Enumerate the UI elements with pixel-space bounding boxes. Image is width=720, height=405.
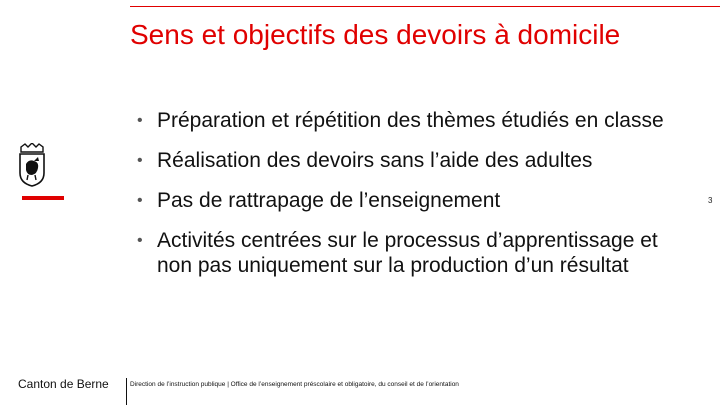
list-item (137, 148, 697, 173)
footer-org: Canton de Berne (18, 377, 109, 391)
list-item (137, 108, 697, 133)
bullet-marker: • (137, 192, 143, 209)
list-item (137, 188, 697, 213)
bullet-text: Activités centrées sur le processus d’apprentissage et non pas uniquement sur la production d’un résultat (157, 229, 658, 277)
bern-coat-of-arms-icon (18, 143, 46, 187)
slide-title: Sens et objectifs des devoirs à domicile (130, 19, 621, 50)
bullet-marker: • (137, 232, 143, 249)
footer-separator (126, 378, 127, 405)
bullet-marker: • (137, 152, 143, 169)
bullet-marker: • (137, 112, 143, 129)
header-rule (130, 6, 720, 7)
bullet-text: Réalisation des devoirs sans l’aide des adultes (157, 149, 593, 172)
bullet-text: Préparation et répétition des thèmes étudiés en classe (157, 109, 664, 132)
logo-accent-bar (22, 196, 64, 200)
list-item (137, 228, 697, 278)
page-number: 3 (708, 196, 713, 205)
footer-department: Direction de l’instruction publique | Office de l’enseignement préscolaire et obligatoire, du conseil et de l’orientation (130, 381, 459, 388)
bullet-text: Pas de rattrapage de l’enseignement (157, 189, 501, 212)
bullet-list (137, 108, 697, 293)
